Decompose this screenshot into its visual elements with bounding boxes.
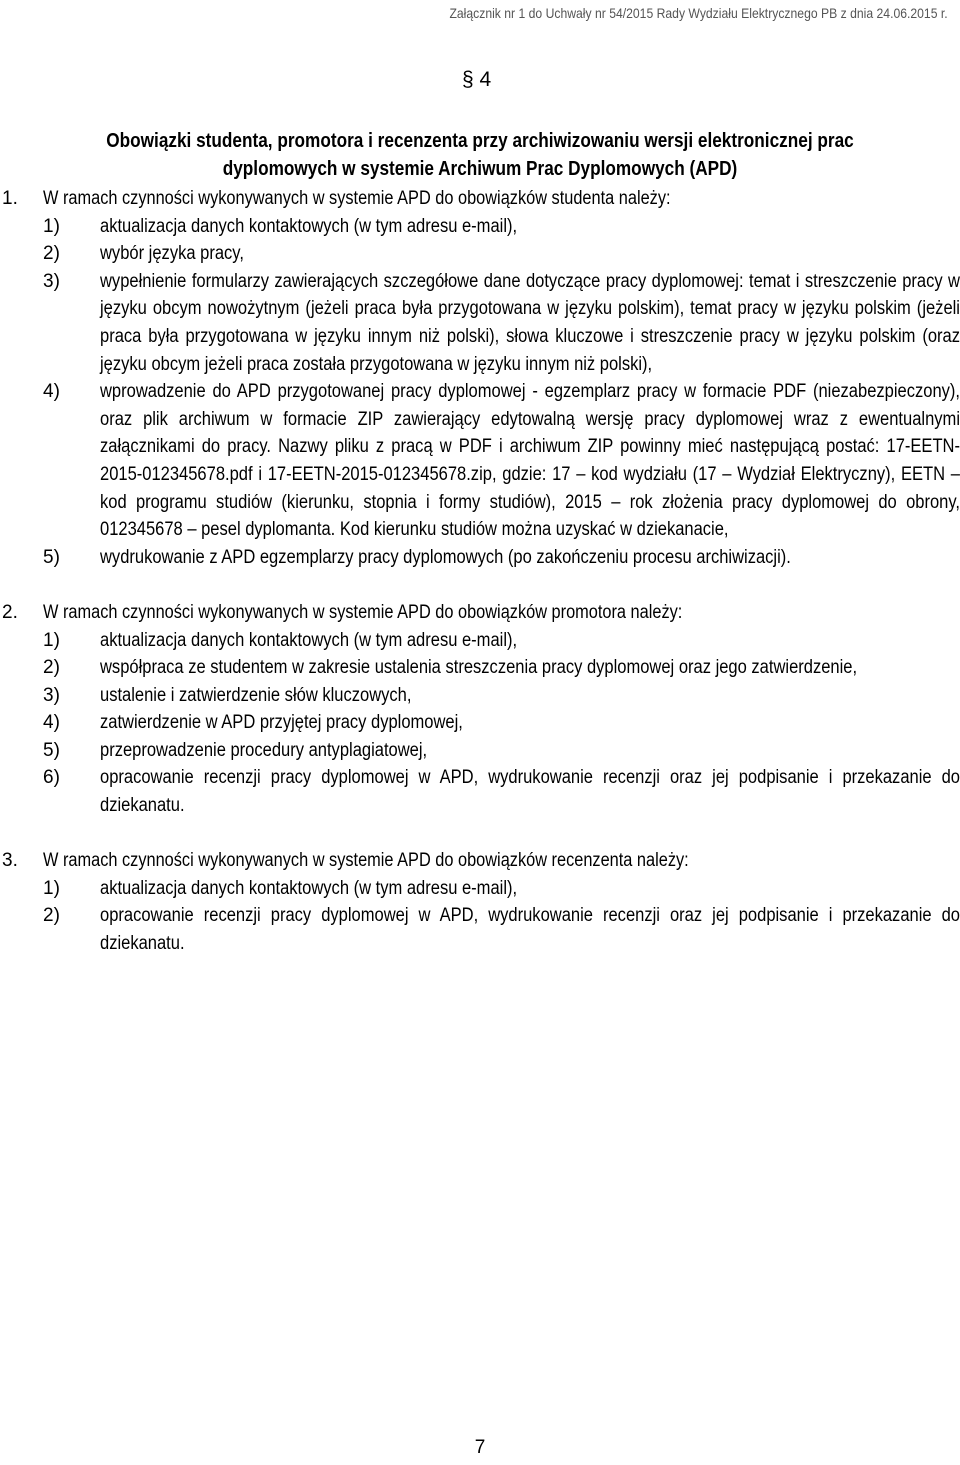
title-line-1: Obowiązki studenta, promotora i recenzenta przy archiwizowaniu wersji elektronicznej prac <box>106 130 854 152</box>
item-text: przeprowadzenie procedury antyplagiatowej, <box>100 739 428 761</box>
item-text: współpraca ze studentem w zakresie ustalenia streszczenia pracy dyplomowej oraz jego zatwierdzenie, <box>100 657 858 679</box>
header-note: Załącznik nr 1 do Uchwały nr 54/2015 Rady Wydziału Elektrycznego PB z dnia 24.06.2015 r. <box>449 5 948 21</box>
item-text: wydrukowanie z APD egzemplarzy pracy dyplomowych (po zakończeniu procesu archiwizacji). <box>100 546 791 568</box>
item-text: wprowadzenie do APD przygotowanej pracy dyplomowej - egzemplarz pracy w formacie PDF (niezabezpieczony), oraz plik archiwum w formacie ZIP zawierający edytowalną wersję pracy dyplomowej wraz z ewentualnymi załącznikami do pracy. Nazwy pliku z pracą w PDF i archiwum ZIP powinny mieć następującą postać: 17-EETN-2015-012345678.pdf i 17-EETN-2015-012345678.zip, gdzie: 17 – kod wydziału (17 – Wydział Elektryczny), EETN – kod programu studiów (kierunku, stopnia i formy studiów), 2015 – rok złożenia pracy dyplomowej do obrony, 012345678 – pesel dyplomanta. Kod kierunku studiów można uzyskać w dziekanacie, <box>100 381 960 541</box>
item-text: aktualizacja danych kontaktowych (w tym adresu e-mail), <box>100 215 518 237</box>
list-item <box>0 544 960 572</box>
item-number: 3) <box>43 684 60 706</box>
list-item <box>0 709 960 737</box>
item-number: 4) <box>43 712 60 734</box>
list-item <box>0 902 960 957</box>
section-mark: § 4 <box>462 68 492 91</box>
list-item <box>0 268 960 378</box>
list-item <box>0 213 960 241</box>
list-item <box>0 627 960 655</box>
item-text: wybór języka pracy, <box>100 243 244 265</box>
item-text: opracowanie recenzji pracy dyplomowej w APD, wydrukowanie recenzji oraz jej podpisanie i przekazanie do dziekanatu. <box>100 767 960 817</box>
title-line-2: dyplomowych w systemie Archiwum Prac Dyplomowych (APD) <box>222 158 738 180</box>
item-text: opracowanie recenzji pracy dyplomowej w APD, wydrukowanie recenzji oraz jej podpisanie i przekazanie do dziekanatu. <box>100 905 960 955</box>
document-title <box>0 127 960 183</box>
item-text: aktualizacja danych kontaktowych (w tym adresu e-mail), <box>100 629 518 651</box>
document-content <box>0 185 960 985</box>
item-text: ustalenie i zatwierdzenie słów kluczowych, <box>100 684 412 706</box>
item-number: 3) <box>43 270 60 292</box>
list-item <box>0 654 960 682</box>
item-number: 2) <box>43 657 60 679</box>
list-item <box>0 378 960 544</box>
item-number: 1) <box>43 877 60 899</box>
list-item <box>0 875 960 903</box>
item-text: zatwierdzenie w APD przyjętej pracy dyplomowej, <box>100 712 463 734</box>
section-student-duties <box>0 185 960 571</box>
section-number: 3. <box>2 850 18 872</box>
section-heading <box>0 599 960 627</box>
section-number: 1. <box>2 188 18 209</box>
list-item <box>0 240 960 268</box>
item-number: 1) <box>43 215 60 237</box>
section-intro: W ramach czynności wykonywanych w systemie APD do obowiązków promotora należy: <box>43 601 683 623</box>
section-supervisor-duties <box>0 599 960 820</box>
page-number: 7 <box>474 1437 486 1458</box>
section-number: 2. <box>2 601 18 623</box>
list-item <box>0 682 960 710</box>
item-number: 5) <box>43 546 60 568</box>
section-heading <box>0 185 960 213</box>
section-intro: W ramach czynności wykonywanych w systemie APD do obowiązków studenta należy: <box>43 188 671 209</box>
item-number: 4) <box>43 381 60 403</box>
section-intro: W ramach czynności wykonywanych w systemie APD do obowiązków recenzenta należy: <box>43 850 689 872</box>
section-reviewer-duties <box>0 847 960 957</box>
item-number: 5) <box>43 739 60 761</box>
list-item <box>0 764 960 819</box>
item-number: 2) <box>43 905 60 927</box>
item-number: 1) <box>43 629 60 651</box>
list-item <box>0 737 960 765</box>
item-text: wypełnienie formularzy zawierających szczegółowe dane dotyczące pracy dyplomowej: temat i streszczenie pracy w języku obcym nowożytnym (jeżeli praca była przygotowana w języku polskim), temat pracy w języku polskim (jeżeli praca była przygotowana w języku innym niż polski), słowa kluczowe i streszczenie pracy w języku polskim (oraz języku obcym jeżeli praca została przygotowana w języku innym niż polski), <box>100 270 960 375</box>
section-heading <box>0 847 960 875</box>
item-number: 2) <box>43 243 60 265</box>
item-text: aktualizacja danych kontaktowych (w tym adresu e-mail), <box>100 877 518 899</box>
item-number: 6) <box>43 767 60 789</box>
